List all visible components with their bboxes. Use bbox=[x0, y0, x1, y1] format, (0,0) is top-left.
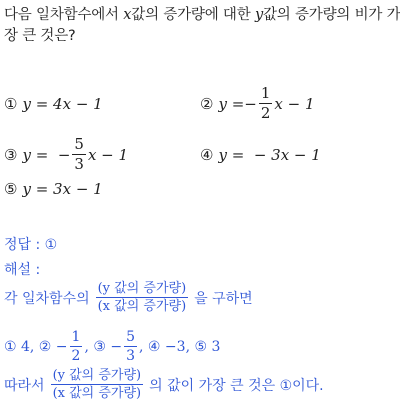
option-5[interactable]: ⑤ y = 3x − 1 bbox=[4, 180, 103, 198]
explanation-label: 해설 : bbox=[4, 262, 41, 278]
ratio-fraction: $\frac{\text{(y 값의 증가량)}}{\text{(x 값의 증가량)}}$ bbox=[52, 368, 142, 401]
answer-line: 정답 : ① bbox=[4, 237, 58, 253]
explanation-conclusion: 따라서 $\frac{\text{(y 값의 증가량)}}{\text{(x 값의 증가량)}}$ 의 값이 가장 큰 것은 ①이다. bbox=[4, 368, 324, 401]
fraction: $\frac{1}{2}$ bbox=[71, 329, 81, 364]
fraction: $\frac{1}{2}$ bbox=[260, 84, 271, 122]
question-line-1: 다음 일차함수에서 x값의 증가량에 대한 y값의 증가량의 비가 가 bbox=[4, 7, 400, 23]
explanation-values: ① 4, ② − $\frac{1}{2}$ , ③ − $\frac{5}{3}$ , ④ −3, ⑤ 3 bbox=[4, 329, 221, 364]
option-1[interactable]: ① y = 4x − 1 bbox=[4, 95, 103, 113]
fraction: $\frac{5}{3}$ bbox=[126, 329, 136, 364]
option-2[interactable]: ② y = − $\frac{1}{2}$ x − 1 bbox=[200, 84, 315, 122]
option-3[interactable]: ③ y = − $\frac{5}{3}$ x − 1 bbox=[4, 135, 129, 173]
question-line-2: 장 큰 것은? bbox=[4, 28, 76, 44]
option-4[interactable]: ④ y = − 3x − 1 bbox=[200, 146, 321, 164]
explanation-line-1: 각 일차함수의 $\frac{\text{(y 값의 증가량)}}{\text{(x 값의 증가량)}}$ 을 구하면 bbox=[4, 281, 253, 314]
fraction: $\frac{5}{3}$ bbox=[74, 135, 84, 173]
ratio-fraction: $\frac{\text{(y 값의 증가량)}}{\text{(x 값의 증가량)}}$ bbox=[97, 281, 187, 314]
